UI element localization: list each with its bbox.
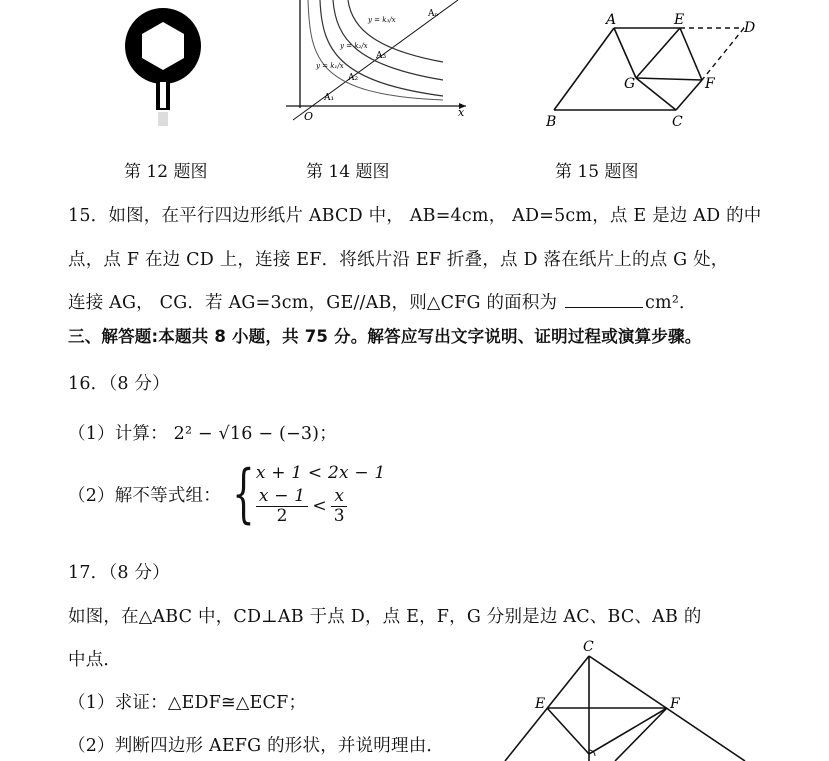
fig15-label-e: E xyxy=(674,12,685,28)
fig15-parallelogram-diagram xyxy=(540,6,760,131)
q16-part2 xyxy=(68,457,386,531)
fig15-caption: 第 15 题图 xyxy=(555,162,639,182)
inequality-2-right-num: x xyxy=(331,487,347,507)
fig15-label-c: C xyxy=(672,114,683,130)
fig14-label-an: Aₙ xyxy=(428,9,439,19)
inequality-system xyxy=(256,463,386,525)
q15-line3-text: 连接 AG， CG．若 AG=3cm，GE//AB，则△CFG 的面积为 xyxy=(68,293,558,313)
q15-line3 xyxy=(68,289,697,314)
q15-line1: 15．如图，在平行四边形纸片 ABCD 中， AB=4cm， AD=5cm，点 E 是边 AD 的中 xyxy=(68,206,762,226)
fig12-caption: 第 12 题图 xyxy=(124,162,208,182)
q15-line2: 点，点 F 在边 CD 上，连接 EF．将纸片沿 EF 折叠，点 D 落在纸片上的点 G 处， xyxy=(68,250,729,270)
q17-title: 17．（8 分） xyxy=(68,563,170,583)
inequality-2 xyxy=(256,487,386,525)
q15-unit: cm²． xyxy=(645,293,697,313)
fig15-label-g: G xyxy=(624,76,636,92)
q16-part1-label: （1）计算： xyxy=(68,424,168,444)
fig17-label-f: F xyxy=(670,696,680,712)
system-brace-icon: { xyxy=(232,457,255,531)
fig15-label-f: F xyxy=(705,76,715,92)
q15-answer-blank[interactable] xyxy=(565,293,643,308)
fig14-label-k2: y = k₂/x xyxy=(340,42,368,50)
fig17-triangle-diagram xyxy=(495,636,755,761)
inequality-2-op: < xyxy=(312,496,327,516)
fig14-label-x: x xyxy=(458,106,465,119)
q17-line2: 中点． xyxy=(68,650,122,670)
fig15-label-b: B xyxy=(546,114,557,130)
fig14-label-k3: y = k₃/x xyxy=(368,16,396,24)
fig15-label-d: D xyxy=(744,20,756,36)
fig14-hyperbola-diagram xyxy=(278,0,478,125)
fig17-label-e: E xyxy=(535,696,546,712)
fig14-label-a2: A₂ xyxy=(348,73,359,83)
inequality-2-left xyxy=(256,487,308,525)
fig14-label-a3: A₃ xyxy=(376,51,387,61)
fig14-label-k1: y = k₁/x xyxy=(316,62,344,70)
fig14-label-o: O xyxy=(304,110,314,123)
fig14-caption: 第 14 题图 xyxy=(306,162,390,182)
inequality-2-right-den: 3 xyxy=(333,505,345,526)
q16-part1-expr: 2² − √16 − (−3)； xyxy=(173,424,337,444)
fig17-label-c: C xyxy=(583,639,594,655)
q16-title: 16．（8 分） xyxy=(68,374,170,394)
inequality-2-left-num: x − 1 xyxy=(256,487,308,507)
fig14-label-a1: A₁ xyxy=(324,93,335,103)
q16-part2-label: （2）解不等式组： xyxy=(68,485,221,506)
section3-heading: 三、解答题:本题共 8 小题，共 75 分。解答应写出文字说明、证明过程或演算步骤。 xyxy=(68,327,702,346)
q17-line1: 如图，在△ABC 中，CD⊥AB 于点 D，点 E，F，G 分别是边 AC、BC、AB 的 xyxy=(68,607,702,627)
q17-part1: （1）求证：△EDF≅△ECF； xyxy=(68,693,307,713)
q16-part1 xyxy=(68,420,337,445)
q17-part2: （2）判断四边形 AEFG 的形状，并说明理由． xyxy=(68,736,445,756)
inequality-1: x + 1 < 2x − 1 xyxy=(255,462,386,483)
fig12-wrench-diagram xyxy=(118,0,213,135)
inequality-2-right xyxy=(331,487,348,525)
inequality-2-left-den: 2 xyxy=(276,505,288,526)
fig15-label-a: A xyxy=(606,12,617,28)
